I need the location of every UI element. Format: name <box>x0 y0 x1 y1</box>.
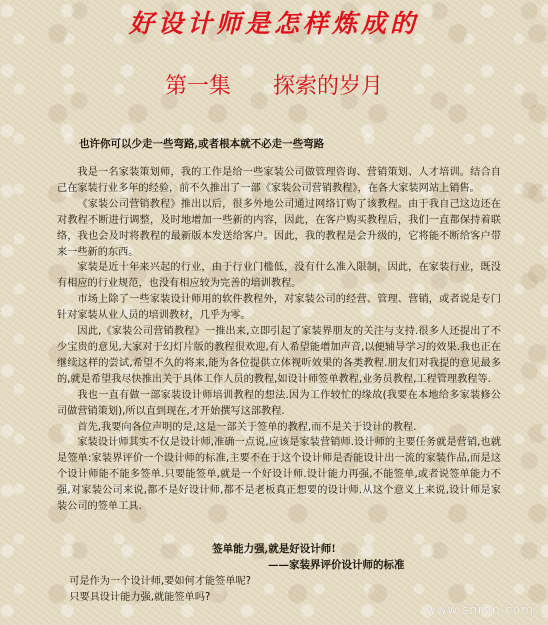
closing-questions <box>57 574 501 606</box>
paragraph: 首先,我要向各位声明的是,这是一部关于签单的教程,而不是关于设计的教程. <box>77 421 417 433</box>
question-line: 只要具设计能力强,就能签单吗? <box>69 592 211 603</box>
subtitle: 也许你可以少走一些弯路,或者根本就不必走一些弯路 <box>79 138 325 150</box>
paragraph: 我也一直有做一部家装设计师培训教程的想法.因为工作较忙的缘故(我要在本地给多家装修公司做营销策划),所以直到现在,才开始撰写这部教程. <box>57 389 501 417</box>
paragraph: 家装设计师其实不仅是设计师,准确一点说,应该是家装营销师.设计师的主要任务就是营销,也就是签单:家装界评价一个设计师的标准,主要不在于这个设计师是否能设计出一流的家装作品,而是这个设计师能不能多签单.只要能签单,就是一个好设计师.设计能力再强,不能签单,或者说签单能力不强,对家装公司来说,都不是好设计师,都不是老板真正想要的设计师.从这个意义上来说,设计师是家装公司的签单工具. <box>57 437 501 513</box>
paragraph: 因此,《家装公司营销教程》一推出来,立即引起了家装界朋友的关注与支持.很多人还提出了不少宝贵的意见,大家对于幻灯片版的教程很欢迎,有人希望能增加声音,以便辅导学习的效果.我也正在继续这样的尝试,希望不久的将来,能为各位提供立体视听效果的各类教程.朋友们对我提的意见最多的,就是希望我尽快推出关于具体工作人员的教程,如设计师签单教程,业务员教程,工程管理教程等. <box>57 326 501 385</box>
episode-title: 第一集 探索的岁月 <box>165 74 383 99</box>
slogan-attribution: ——家装界评价设计师的标准 <box>268 559 405 571</box>
paragraph: 我是一名家装策划师，我的工作是给一些家装公司做管理咨询、营销策划、人才培训。结合自己在家装行业多年的经验，前不久推出了一部《家装公司营销教程》，在各大家装网站上销售。 <box>57 167 501 194</box>
watermark: www.snren.com <box>425 603 534 617</box>
article-body <box>57 165 501 515</box>
paragraph: 家装是近十年来兴起的行业，由于行业门槛低，没有什么准入限制，因此，在家装行业，既没有相应的行业规范，也没有相应较为完善的培训教程。 <box>57 262 501 290</box>
question-line: 可是作为一个设计师,要如何才能签单呢? <box>69 576 252 587</box>
paragraph: 市场上除了一些家装设计师用的软件教程外，对家装公司的经营、管理、营销，或者说是专门针对家装从业人员的培训教材，几乎为零。 <box>57 294 501 322</box>
slogan: 签单能力强,就是好设计师! <box>212 543 336 555</box>
paragraph: 《家装公司营销教程》推出以后，很多外地公司通过网络订购了该教程。由于我自己这边还在对教程不断进行调整，及时地增加一些新的内容，因此，在客户购买教程后，我们一直都保持着联络，我也会及时将教程的最新版本发送给客户。因此，我的教程是会升级的，它将能不断给客户带来一些新的东西。 <box>57 198 501 258</box>
main-title: 好设计师是怎样炼成的 <box>128 9 419 38</box>
